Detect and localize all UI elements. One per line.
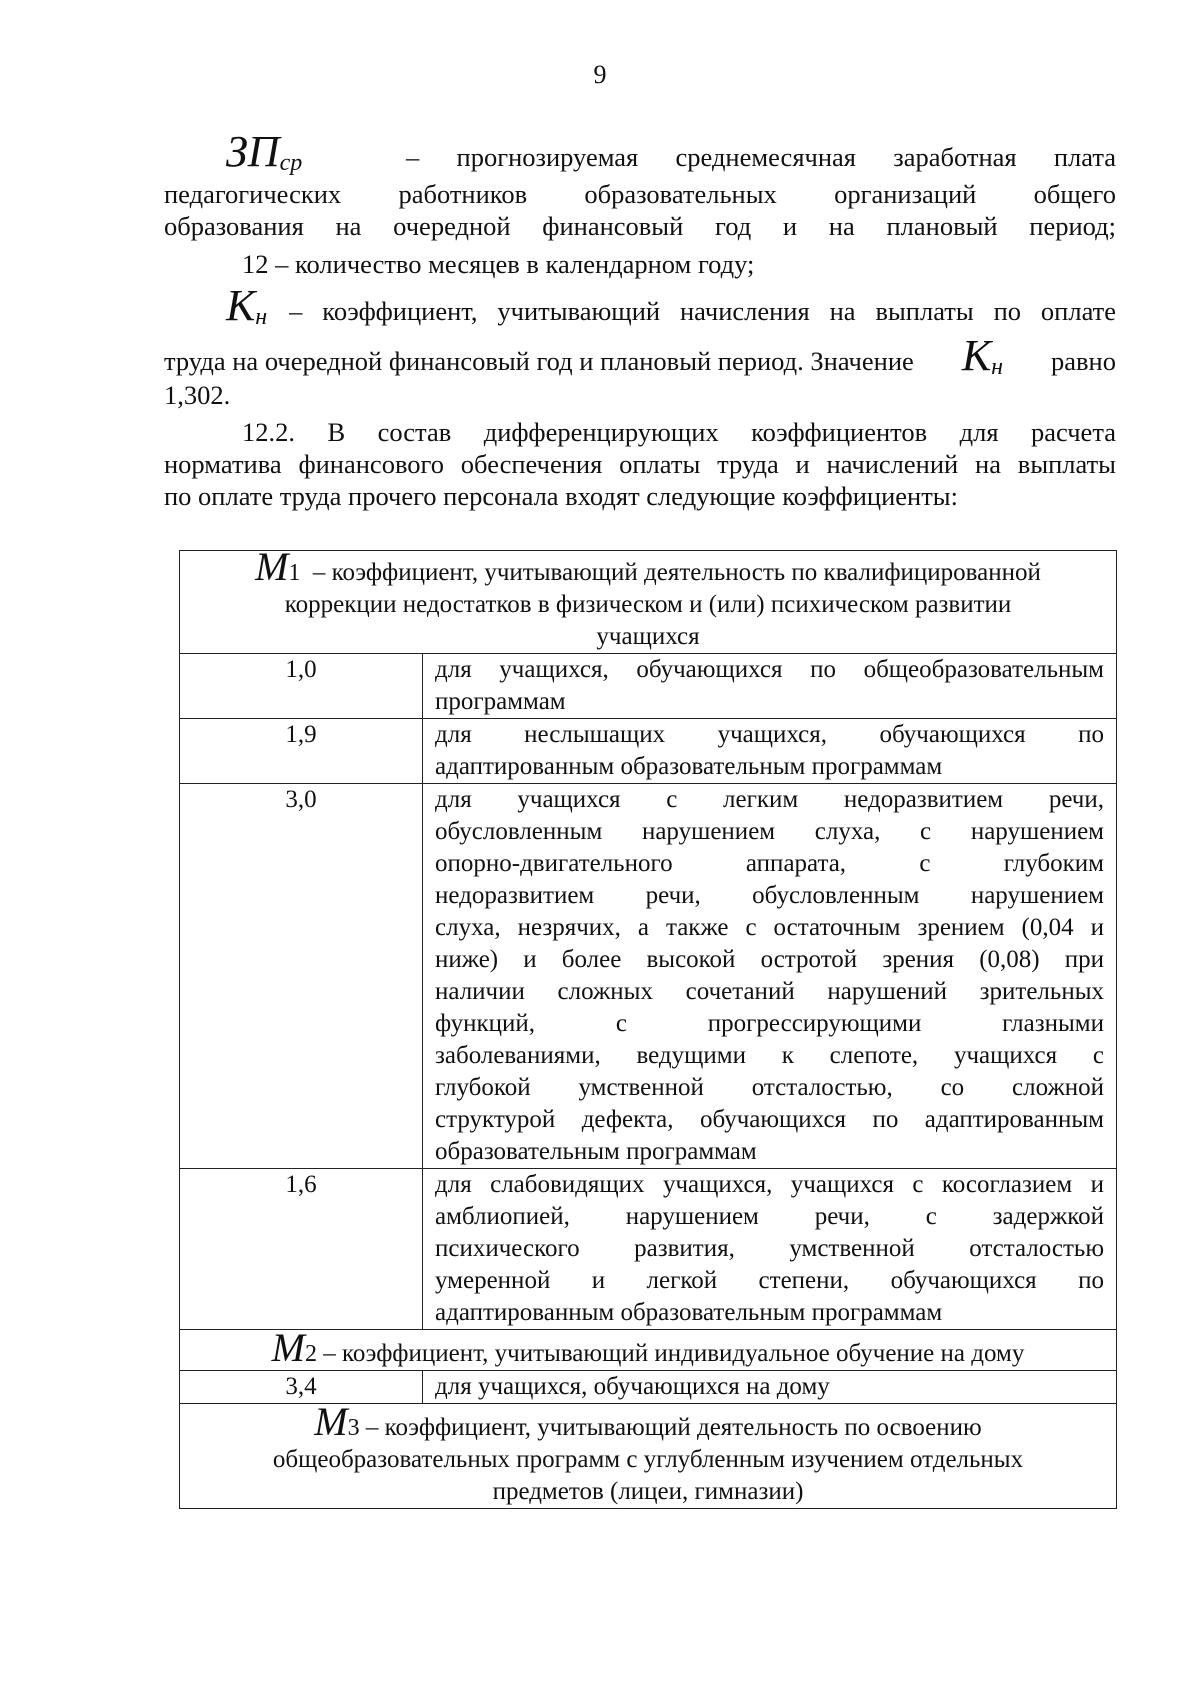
coef-value: 3,0 xyxy=(180,784,423,1169)
m3-line-2: общеобразовательных программ с углубленным изучением отдельных xyxy=(272,1446,1024,1473)
m2-text: – коэффициент, учитывающий индивидуальное обучение на дому xyxy=(323,1340,1025,1367)
coef-description: для слабовидящих учащихся, учащихся с косоглазием и амблиопией, нарушением речи, с задержкой психического развития, умственной отсталостью умеренной и легкой степени, обучающихся по адаптированным образовательным программам xyxy=(423,1169,1117,1330)
coef-description: для учащихся с легким недоразвитием речи, обусловленным нарушением слуха, с нарушением опорно-двигательного аппарата, с глубоким недоразвитием речи, обусловленным нарушением слуха, незрячих, а также с остаточным зрением (0,04 и ниже) и более высокой остротой зрения (0,08) при наличии сложных сочетаний нарушений зрительных функций, с прогрессирующими глазными заболеваниями, ведущими к слепоте, учащихся с глубокой умственной отсталостью, со сложной структурой дефекта, обучающихся по адаптированным образовательным программам xyxy=(423,784,1117,1169)
coefficient-table xyxy=(179,544,1117,1509)
section-12-2 xyxy=(164,416,1116,512)
section-line-2: норматива финансового обеспечения оплаты труда и начислений на выплаты xyxy=(164,449,1116,479)
kn-definition-cont xyxy=(164,331,1116,411)
section-line-3: по оплате труда прочего персонала входят следующие коэффициенты: xyxy=(164,481,958,511)
kn-line-2-end: равно xyxy=(1051,346,1116,376)
m1-symbol: M xyxy=(255,544,289,589)
m3-line-1: – коэффициент, учитывающий деятельность по освоению xyxy=(365,1414,982,1441)
kn-value: 1,302. xyxy=(164,380,231,410)
m1-line-1: – коэффициент, учитывающий деятельность по квалифицированной xyxy=(312,559,1041,586)
coef-value: 3,4 xyxy=(180,1371,423,1404)
m2-header: M2 – коэффициент, учитывающий индивидуальное обучение на дому xyxy=(180,1330,1117,1371)
kn-line-2: труда на очередной финансовый год и плановый период. Значение xyxy=(164,346,914,376)
coef-value: 1,6 xyxy=(180,1169,423,1330)
zp-line-2: педагогических работников образовательных организаций общего xyxy=(164,179,1116,209)
kn-line-1: – коэффициент, учитывающий начисления на выплаты по оплате xyxy=(289,296,1116,326)
m3-header: M3 – коэффициент, учитывающий деятельность по освоению общеобразовательных программ с углубленным изучением отдельных предметов (лицеи, гимназии) xyxy=(180,1404,1117,1509)
m2-symbol: M xyxy=(271,1325,305,1370)
coef-description: для неслышащих учащихся, обучающихся по адаптированным образовательным программам xyxy=(423,719,1117,784)
table-row xyxy=(180,784,1117,1169)
zp-line-3: образования на очередной финансовый год и на плановый период; xyxy=(164,211,1116,241)
m3-symbol: M xyxy=(314,1399,348,1444)
table-row xyxy=(180,654,1117,719)
m3-header-row xyxy=(180,1404,1117,1509)
zp-definition-cont xyxy=(164,178,1116,242)
m2-header-row xyxy=(180,1330,1117,1371)
m1-line-2: коррекции недостатков в физическом и (или) психическом развитии xyxy=(284,591,1012,618)
coef-description: для учащихся, обучающихся по общеобразовательным программам xyxy=(423,654,1117,719)
coef-value: 1,9 xyxy=(180,719,423,784)
kn-symbol: Кн xyxy=(226,281,268,330)
coef-description: для учащихся, обучающихся на дому xyxy=(423,1371,1117,1404)
table-row xyxy=(180,719,1117,784)
m1-header: M1 – коэффициент, учитывающий деятельность по квалифицированной коррекции недостатков в физическом и (или) психическом развитии учащихся xyxy=(180,551,1117,654)
zp-definition xyxy=(164,128,1116,176)
zp-symbol: ЗПср xyxy=(226,127,303,176)
page-number: 9 xyxy=(593,60,607,89)
m1-line-3: учащихся xyxy=(596,623,700,650)
months-line: 12 – количество месяцев в календарном году; xyxy=(242,249,755,279)
zp-line-1: – прогнозируемая среднемесячная заработная плата xyxy=(406,142,1116,172)
m1-header-row xyxy=(180,551,1117,654)
kn-definition xyxy=(164,281,1116,330)
coef-value: 1,0 xyxy=(180,654,423,719)
m3-line-3: предметов (лицеи, гимназии) xyxy=(492,1478,804,1505)
kn-inline-symbol: Кн xyxy=(961,331,1003,380)
section-line-1: 12.2. В состав дифференцирующих коэффициентов для расчета xyxy=(242,417,1116,447)
months-definition xyxy=(164,248,1116,280)
table-row xyxy=(180,1169,1117,1330)
